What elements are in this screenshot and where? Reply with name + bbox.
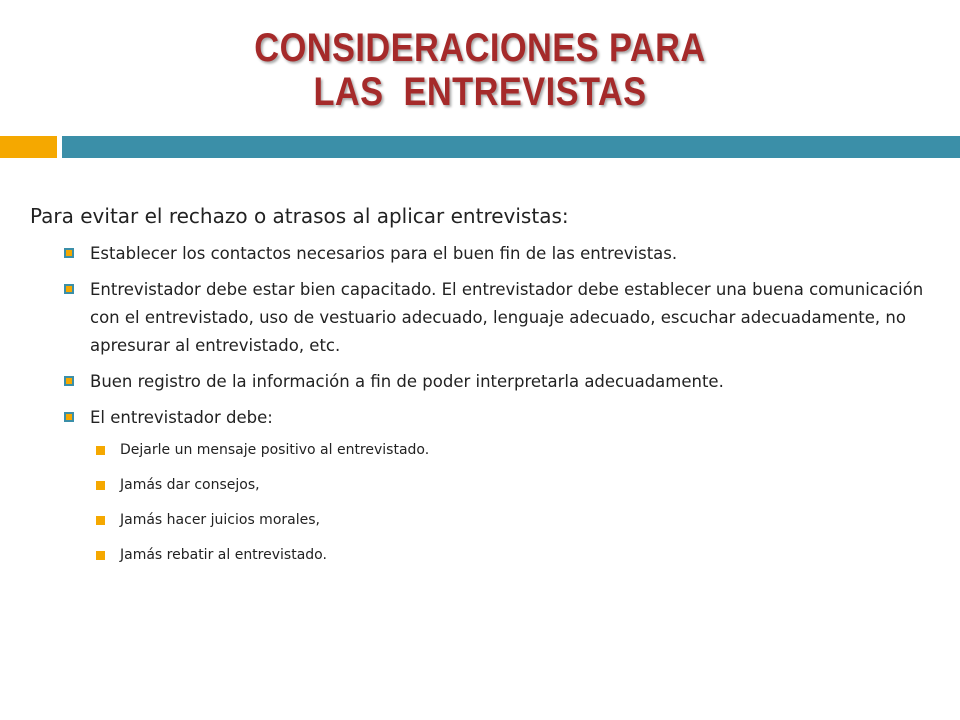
filled-square-bullet-icon: [96, 516, 105, 525]
sub-bullet-text: Jamás rebatir al entrevistado.: [120, 547, 327, 563]
slide-title: [67, 26, 893, 114]
sub-bullet-item: [96, 508, 930, 532]
sub-bullet-text: Dejarle un mensaje positivo al entrevistado.: [120, 442, 430, 458]
slide-body: [30, 202, 930, 578]
bullet-text: El entrevistador debe:: [90, 408, 273, 427]
bullet-text: Establecer los contactos necesarios para el buen fin de las entrevistas.: [90, 244, 678, 263]
bullet-item: [64, 368, 930, 396]
slide-title-line-2: LAS ENTREVISTAS: [313, 70, 647, 114]
filled-square-bullet-icon: [96, 446, 105, 455]
sub-bullet-item: [96, 543, 930, 567]
sub-bullet-item: [96, 438, 930, 462]
bullet-item: [64, 404, 930, 567]
sub-bullet-text: Jamás hacer juicios morales,: [120, 512, 320, 528]
filled-square-bullet-icon: [96, 551, 105, 560]
square-bullet-icon: [64, 284, 74, 294]
sub-bullet-item: [96, 473, 930, 497]
bullet-text: Entrevistador debe estar bien capacitado. El entrevistador debe establecer una buena comunicación con el entrevistado, uso de vestuario adecuado, lenguaje adecuado, escuchar adecuadamente, no apresurar al entrevistado, etc.: [90, 280, 924, 355]
square-bullet-icon: [64, 376, 74, 386]
accent-bar-orange: [0, 136, 57, 158]
slide-title-line-1: CONSIDERACIONES PARA: [254, 26, 706, 70]
sub-bullet-text: Jamás dar consejos,: [120, 477, 260, 493]
accent-bar-teal: [62, 136, 960, 158]
square-bullet-icon: [64, 248, 74, 258]
filled-square-bullet-icon: [96, 481, 105, 490]
sub-bullet-list: [90, 438, 930, 567]
bullet-list: [30, 240, 930, 567]
bullet-item: [64, 240, 930, 268]
intro-text: Para evitar el rechazo o atrasos al aplicar entrevistas:: [30, 204, 569, 228]
square-bullet-icon: [64, 412, 74, 422]
bullet-item: [64, 276, 930, 360]
bullet-text: Buen registro de la información a fin de poder interpretarla adecuadamente.: [90, 372, 724, 391]
